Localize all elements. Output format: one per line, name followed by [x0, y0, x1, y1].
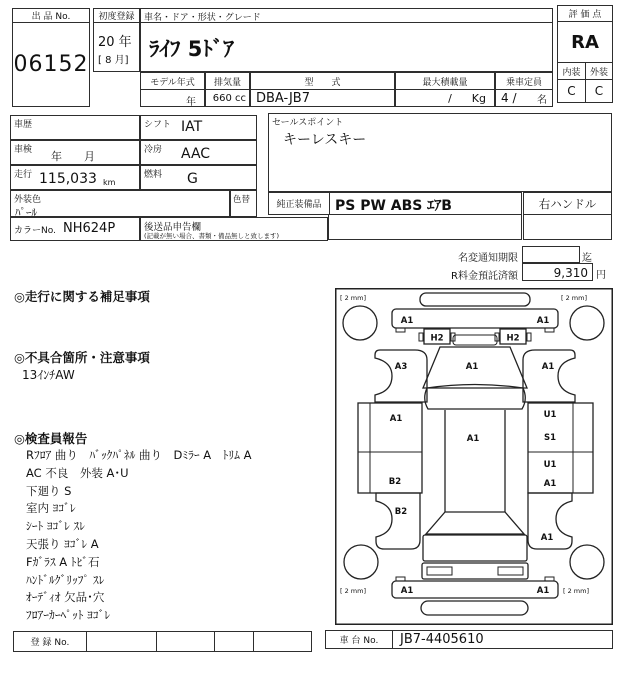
first-registration-year: 20 年: [98, 35, 132, 50]
exterior-grade: C: [594, 84, 604, 98]
capacity-cell: [495, 89, 553, 107]
exterior-color-cell: [10, 190, 230, 217]
mileage-label: 走行: [14, 170, 33, 180]
interior-grade-cell: [557, 79, 586, 103]
color-no-value: NH624P: [63, 221, 116, 236]
chassis-no-box: [325, 630, 613, 649]
rear-trim-bar: [421, 601, 528, 615]
rear-bumper-right-grade: A1: [536, 586, 550, 596]
model-code-header: [250, 72, 395, 90]
report-line: ｵｰﾃﾞｨｵ 欠品･穴: [26, 590, 105, 605]
equipment-cell: [268, 192, 522, 215]
recycle-fee-label: R料金預託済額: [451, 271, 518, 282]
lot-number-value: 06152: [13, 52, 89, 77]
interior-grade: C: [567, 84, 576, 98]
right-side-panels: [528, 403, 593, 493]
first-registration-header: [93, 8, 140, 23]
car-damage-diagram: [335, 288, 613, 625]
model-year-value: 年: [186, 97, 196, 108]
cooling-value: AAC: [181, 146, 211, 162]
mileage-unit: km: [103, 178, 116, 187]
name-change-deadline-box: [522, 246, 580, 263]
inspection-label: 車検: [14, 145, 33, 155]
rear-left-wheel: [344, 545, 378, 579]
lot-number-cell: [12, 22, 90, 107]
front-bumper-left-grade: A1: [400, 316, 414, 326]
chassis-no-label: 車 台 No.: [326, 631, 393, 648]
max-load-header: [395, 72, 495, 90]
displacement-label: 排気量: [213, 77, 241, 88]
vehicle-name-value: ﾗｲﾌ 5ﾄﾞｱ: [149, 37, 234, 61]
interior-label: 内装: [562, 67, 581, 78]
report-line: Fｶﾞﾗｽ A ﾄﾋﾞ石: [26, 554, 100, 569]
roof-grade: A1: [466, 434, 480, 444]
name-change-suffix: 迄: [582, 253, 592, 264]
vehicle-name-cell: [140, 22, 553, 72]
model-year-cell: [140, 89, 205, 107]
steering-extra-cell: [523, 214, 612, 240]
history-cell: [10, 115, 140, 140]
tire-tread-front-left: [ 2 mm]: [340, 294, 367, 302]
model-year-header: [140, 72, 205, 90]
exterior-color-value: ﾊﾟｰﾙ: [15, 206, 37, 219]
color-no-cell: [10, 217, 140, 241]
rear-right-door-grade-2: A1: [543, 479, 557, 489]
hood-grade: A1: [465, 362, 479, 372]
model-code-cell: [250, 89, 395, 107]
report-line: 天張り ﾖｺﾞﾚ A: [26, 536, 99, 551]
name-change-label: 名変通知期限: [458, 253, 518, 264]
capacity-unit: 名: [537, 94, 547, 106]
front-left-fender: [375, 350, 427, 402]
shift-cell: [140, 115, 257, 140]
displacement-value: 660 cc: [212, 93, 246, 104]
shift-label: シフト: [144, 120, 172, 130]
front-left-fender-grade: A3: [394, 362, 408, 372]
report-line: Rﾌﾛｱ 曲り ﾊﾞｯｸﾊﾟﾈﾙ 曲り Dﾐﾗｰ A ﾄﾘﾑ A: [26, 448, 252, 462]
sales-point-label: セールスポイント: [272, 118, 344, 128]
model-code-value: DBA-JB7: [256, 91, 310, 106]
shift-value: IAT: [181, 119, 203, 135]
tire-tread-rear-right: [ 2 mm]: [563, 587, 590, 595]
fuel-cell: [140, 165, 257, 190]
registration-cell-divider: [214, 632, 215, 651]
report-line: AC 不良 外装 A･U: [26, 465, 129, 480]
model-code-label: 型 式: [304, 77, 341, 88]
diagram-border: [336, 289, 613, 625]
inspection-value: 年 月: [51, 150, 95, 163]
color-change-cell: [230, 190, 257, 217]
inspector-report-title: ◎検査員報告: [14, 431, 88, 446]
color-change-label: 色替: [233, 195, 251, 205]
taillight-bar: [422, 563, 528, 579]
exterior-color-label: 外装色: [14, 195, 42, 205]
recycle-fee-value: 9,310: [553, 266, 588, 280]
equipment-value: PS PW ABS ｴｱB: [335, 198, 452, 214]
max-load-label: 最大積載量: [422, 77, 468, 88]
model-year-label: モデル年式: [150, 77, 195, 88]
mileage-value: 115,033: [39, 171, 97, 187]
tire-tread-rear-left: [ 2 mm]: [340, 587, 367, 595]
registration-cell-divider: [253, 632, 254, 651]
grille: [453, 335, 497, 345]
right-headlight-grade: H2: [506, 333, 520, 344]
headlight-clip: [419, 333, 423, 341]
report-line: 室内 ﾖｺﾞﾚ: [26, 501, 76, 516]
front-right-wheel: [570, 306, 604, 340]
grade-value: RA: [571, 31, 599, 53]
fuel-value: G: [187, 171, 198, 187]
front-right-fender: [523, 350, 575, 402]
exterior-label: 外装: [589, 67, 608, 78]
front-bumper-right-grade: A1: [536, 316, 550, 326]
sales-point-box: [268, 113, 612, 192]
cooling-cell: [140, 140, 257, 165]
color-no-label: カラーNo.: [14, 226, 56, 236]
front-right-fender-grade: A1: [541, 362, 555, 372]
vehicle-name-header: [140, 8, 553, 23]
equipment-extra-cell: [328, 214, 522, 240]
rear-right-fender-grade: A1: [540, 533, 554, 543]
report-line: ｼｰﾄ ﾖｺﾞﾚ ｽﾚ: [26, 519, 86, 534]
right-taillight: [498, 567, 523, 575]
front-left-wheel: [343, 306, 377, 340]
defects-title: ◎不具合箇所・注意事項: [14, 350, 150, 365]
capacity-value: 4 /: [501, 91, 517, 105]
report-line: ﾊﾝﾄﾞﾙｸﾞﾘｯﾌﾟ ｽﾚ: [26, 572, 105, 587]
max-load-cell: [395, 89, 495, 107]
recycle-fee-box: [522, 263, 593, 281]
front-right-door-grade-2: S1: [543, 433, 557, 443]
headlight-clip: [527, 333, 531, 341]
capacity-header: [495, 72, 553, 90]
rear-window: [426, 512, 524, 534]
grade-header: [557, 5, 613, 22]
steering-cell: [523, 192, 612, 215]
later-items-cell: [140, 217, 328, 241]
sales-point-value: キーレスキー: [283, 132, 367, 148]
recycle-fee-unit: 円: [596, 270, 606, 281]
inspector-report-list: [26, 447, 326, 625]
rear-right-door-grade-1: U1: [543, 460, 557, 470]
equipment-label: 純正装備品: [269, 193, 330, 214]
history-label: 車歴: [14, 120, 33, 130]
defects-line: 13ｲﾝﾁAW: [22, 368, 75, 382]
lot-number-header: [12, 8, 90, 23]
report-line: ﾌﾛｱｰｶｰﾍﾟｯﾄ ﾖｺﾞﾚ: [26, 608, 111, 623]
grade-cell: [557, 21, 613, 63]
front-trim-bar: [420, 293, 530, 306]
registration-no-label: 登 録 No.: [14, 632, 87, 651]
inspection-cell: [10, 140, 140, 165]
rear-right-wheel: [570, 545, 604, 579]
mileage-cell: [10, 165, 140, 190]
rear-bumper: [392, 581, 558, 598]
capacity-label: 乗車定員: [505, 77, 542, 88]
registration-no-box: [13, 631, 312, 652]
cooling-label: 冷房: [144, 145, 163, 155]
left-headlight-grade: H2: [430, 333, 444, 344]
later-items-note: (記載が無い場合、書類・備品無しと致します): [144, 232, 280, 240]
registration-cell-divider: [156, 632, 157, 651]
max-load-unit: Kg: [471, 91, 486, 105]
front-left-door-grade: A1: [389, 414, 403, 424]
rear-left-fender-grade: B2: [394, 507, 408, 517]
rear-left-door-grade: B2: [388, 477, 402, 487]
interior-header: [557, 62, 586, 80]
later-items-label: 後送品申告欄: [144, 222, 202, 233]
displacement-cell: [205, 89, 250, 107]
report-line: 下廻り S: [26, 483, 72, 498]
tire-tread-front-right: [ 2 mm]: [561, 294, 588, 302]
chassis-no-value: JB7-4405610: [400, 632, 484, 647]
steering-value: 右ハンドル: [538, 196, 597, 211]
max-load-slash: /: [448, 91, 452, 105]
front-right-door-grade-1: U1: [543, 410, 557, 420]
driving-notes-title: ◎走行に関する補足事項: [14, 289, 150, 304]
vehicle-name-header-label: 車名・ドア・形状・グレード: [144, 13, 261, 23]
lot-number-label: 出 品 No.: [31, 12, 71, 22]
left-taillight: [427, 567, 452, 575]
rear-left-fender: [376, 493, 420, 549]
first-registration-month: [ 8 月]: [98, 55, 129, 66]
first-registration-cell: [93, 22, 140, 72]
front-bumper: [392, 309, 558, 328]
tailgate: [423, 535, 527, 561]
first-registration-label: 初度登録: [98, 12, 135, 22]
displacement-header: [205, 72, 250, 90]
fuel-label: 燃料: [144, 170, 163, 180]
exterior-grade-cell: [585, 79, 613, 103]
rear-bumper-left-grade: A1: [400, 586, 414, 596]
grade-label: 評 価 点: [568, 10, 602, 20]
exterior-header: [585, 62, 613, 80]
